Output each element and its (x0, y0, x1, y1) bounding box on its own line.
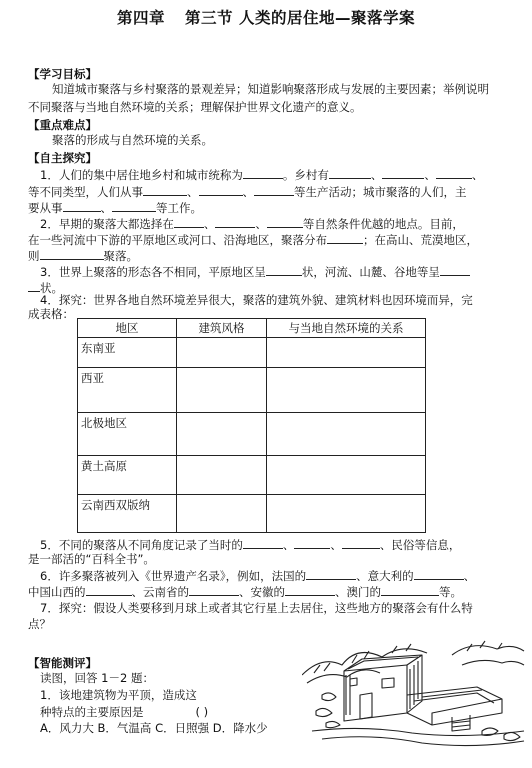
region-cell: 黄土高原 (78, 456, 177, 495)
answer-blank[interactable] (267, 216, 303, 228)
assessment-q1-line-2: 种特点的主要原因是 ( ) (40, 705, 209, 719)
relation-cell[interactable] (267, 413, 426, 456)
column-header-region: 地区 (78, 319, 177, 338)
self-study-heading: 【自主探究】 (28, 151, 97, 165)
table-row (78, 456, 426, 495)
assessment-heading: 【智能测评】 (28, 656, 97, 670)
answer-blank[interactable] (266, 264, 302, 276)
answer-blank[interactable] (243, 537, 283, 549)
style-cell[interactable] (177, 413, 267, 456)
relation-cell[interactable] (267, 368, 426, 413)
relation-cell[interactable] (267, 495, 426, 533)
objectives-line-1: 知道城市聚落与乡村聚落的景观差异；知道影响聚落形成与发展的主要因素；举例说明 (52, 82, 489, 96)
answer-blank[interactable] (329, 167, 371, 179)
style-cell[interactable] (177, 495, 267, 533)
answer-blank[interactable] (189, 584, 239, 596)
answer-blank[interactable] (143, 184, 187, 196)
style-cell[interactable] (177, 456, 267, 495)
column-header-relation: 与当地自然环境的关系 (267, 319, 426, 338)
relation-cell[interactable] (267, 456, 426, 495)
assessment-intro: 读图，回答 1－2 题： (40, 671, 154, 685)
keypoints-line: 聚落的形成与自然环境的关系。 (52, 133, 213, 147)
table-row (78, 413, 426, 456)
answer-parentheses[interactable]: ( ) (195, 705, 209, 719)
chapter-label: 第四章 (117, 9, 166, 27)
style-cell[interactable] (177, 368, 267, 413)
section-title: 第三节 人类的居住地—聚落学案 (185, 9, 415, 27)
answer-blank[interactable] (436, 167, 472, 179)
keypoints-heading: 【重点难点】 (28, 118, 97, 132)
answer-blank[interactable] (382, 167, 424, 179)
question-6-line-1: 6．许多聚落被列入《世界遗产名录》，例如，法国的 、意大利的 、 (40, 569, 476, 583)
table-row (78, 495, 426, 533)
answer-blank[interactable] (294, 537, 330, 549)
question-2-line-3: 则 聚落。 (28, 249, 138, 263)
question-7-line-1: 7．探究：假设人类要移到月球上或者其它行星上去居住，这些地方的聚落会有什么特 (40, 601, 473, 615)
relation-cell[interactable] (267, 338, 426, 368)
answer-blank[interactable] (254, 184, 294, 196)
answer-blank[interactable] (414, 568, 464, 580)
region-cell: 西亚 (78, 368, 177, 413)
question-3-line-1: 3．世界上聚落的形态各不相同，平原地区呈 状，河流、山麓、谷地等呈 (40, 264, 470, 280)
question-4-line-1: 4．探究：世界各地自然环境差异很大，聚落的建筑外貌、建筑材料也因环境而异，完 (40, 293, 473, 307)
answer-blank[interactable] (381, 584, 439, 596)
answer-blank[interactable] (327, 232, 363, 244)
flat-roof-building-illustration (302, 635, 527, 765)
answer-blank[interactable] (28, 280, 40, 292)
question-4-line-2: 成表格： (28, 307, 74, 321)
objectives-line-2: 不同聚落与当地自然环境的关系；理解保护世界文化遗产的意义。 (28, 100, 362, 114)
assessment-options: A．风力大 B．气温高 C．日照强 D．降水少 (40, 721, 268, 735)
answer-blank[interactable] (243, 167, 283, 179)
question-7-line-2: 点？ (28, 617, 51, 631)
page-title (0, 6, 532, 28)
question-5-line-1: 5．不同的聚落从不同角度记录了当时的 、 、 、民俗等信息， (40, 538, 461, 552)
answer-blank[interactable] (40, 248, 104, 260)
question-2-line-2: 在一些河流中下游的平原地区或河口、沿海地区，聚落分布 ；在高山、荒漠地区， (28, 233, 478, 247)
answer-blank[interactable] (342, 537, 380, 549)
objectives-heading: 【学习目标】 (28, 67, 97, 81)
region-cell: 云南西双版纳 (78, 495, 177, 533)
answer-blank[interactable] (174, 216, 204, 228)
assessment-q1-line-1: 1．该地建筑物为平顶，造成这 (40, 688, 197, 702)
answer-blank[interactable] (112, 200, 156, 212)
table-row (78, 338, 426, 368)
answer-blank[interactable] (199, 184, 243, 196)
region-cell: 东南亚 (78, 338, 177, 368)
answer-blank[interactable] (306, 568, 356, 580)
answer-blank[interactable] (63, 200, 101, 212)
question-3-line-2: 状。 (28, 280, 63, 296)
column-header-style: 建筑风格 (177, 319, 267, 338)
answer-blank[interactable] (440, 264, 470, 276)
style-cell[interactable] (177, 338, 267, 368)
answer-blank[interactable] (86, 584, 132, 596)
comparison-table (77, 318, 426, 533)
table-row (78, 368, 426, 413)
answer-blank[interactable] (215, 216, 255, 228)
table-header-row (78, 319, 426, 338)
question-5-line-2: 是一部活的“百科全书”。 (28, 552, 155, 566)
region-cell: 北极地区 (78, 413, 177, 456)
question-2-line-1: 2．早期的聚落大都选择在 、 、 等自然条件优越的地点。目前， (40, 217, 464, 231)
question-1-line-3: 要从事 、 等工作。 (28, 201, 202, 215)
question-1-line-1: 1．人们的集中居住地乡村和城市统称为 。乡村有 、 、 、 (40, 168, 484, 182)
question-6-line-2: 中国山西的 、云南省的 、安徽的 、澳门的 等。 (28, 585, 462, 599)
question-1-line-2: 等不同类型，人们从事 、 、 等生产活动；城市聚落的人们，主 (28, 185, 467, 199)
answer-blank[interactable] (285, 584, 335, 596)
